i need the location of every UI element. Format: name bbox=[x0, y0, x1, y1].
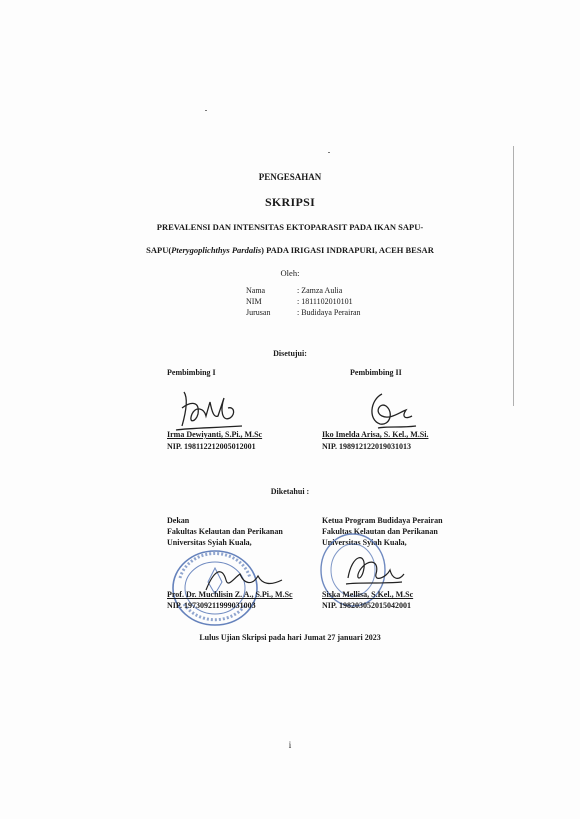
student-major-value: : Budidaya Perairan bbox=[297, 308, 361, 317]
exam-passed-statement: Lulus Ujian Skripsi pada hari Jumat 27 januari 2023 bbox=[199, 633, 381, 642]
program-head-nip: NIP. 198203052015042001 bbox=[322, 601, 412, 610]
dean-role-line-2: Fakultas Kelautan dan Perikanan bbox=[167, 527, 283, 536]
program-head-role-line-3: Universitas Syiah Kuala, bbox=[322, 538, 407, 547]
thesis-title-line-1: PREVALENSI DAN INTENSITAS EKTOPARASIT PADA IKAN SAPU- bbox=[156, 222, 424, 232]
thesis-title-prefix: SAPU( bbox=[146, 245, 172, 255]
thesis-title-suffix: ) PADA IRIGASI INDRAPURI, ACEH BESAR bbox=[261, 245, 434, 255]
scan-speck bbox=[328, 152, 330, 153]
student-major-label: Jurusan bbox=[246, 308, 271, 317]
advisor2-role: Pembimbing II bbox=[350, 368, 402, 377]
student-name-value: : Zamza Aulia bbox=[297, 286, 343, 295]
advisor1-name: Irma Dewiyanti, S.Pi., M.Sc bbox=[167, 430, 263, 439]
scan-speck bbox=[205, 110, 207, 111]
advisor2-name: Iko Imelda Arisa, S. Kel., M.Si. bbox=[322, 430, 429, 439]
advisor1-nip: NIP. 198112212005012001 bbox=[167, 442, 256, 451]
program-head-signature-icon bbox=[340, 548, 410, 590]
dean-nip: NIP. 197309211999031003 bbox=[167, 601, 256, 610]
student-nim-label: NIM bbox=[246, 297, 262, 306]
by-label: Oleh: bbox=[280, 268, 300, 278]
student-nim-value: : 1811102010101 bbox=[297, 297, 353, 306]
program-head-role-line-1: Ketua Program Budidaya Perairan bbox=[322, 516, 443, 525]
dean-role-line-3: Universitas Syiah Kuala, bbox=[167, 538, 252, 547]
thesis-title-line-2 bbox=[0, 245, 580, 255]
advisor1-signature-icon bbox=[170, 388, 250, 436]
advisor1-role: Pembimbing I bbox=[167, 368, 216, 377]
page-heading: PENGESAHAN bbox=[258, 172, 322, 182]
approved-label: Disetujui: bbox=[273, 349, 307, 358]
acknowledged-label: Diketahui : bbox=[270, 487, 310, 496]
dean-role-line-1: Dekan bbox=[167, 516, 190, 525]
dean-name: Prof. Dr. Muchlisin Z. A., S.Pi., M.Sc bbox=[167, 590, 293, 599]
species-name: Pterygoplichthys Pardalis bbox=[171, 245, 262, 255]
page-number: i bbox=[288, 740, 292, 750]
advisor2-signature-icon bbox=[360, 390, 430, 434]
document-type: SKRIPSI bbox=[264, 195, 316, 209]
program-head-role-line-2: Fakultas Kelautan dan Perikanan bbox=[322, 527, 438, 536]
advisor2-nip: NIP. 198912122019031013 bbox=[322, 442, 412, 451]
student-name-label: Nama bbox=[246, 286, 266, 295]
program-head-name: Siska Mellisa, S.Kel., M.Sc bbox=[322, 590, 414, 599]
